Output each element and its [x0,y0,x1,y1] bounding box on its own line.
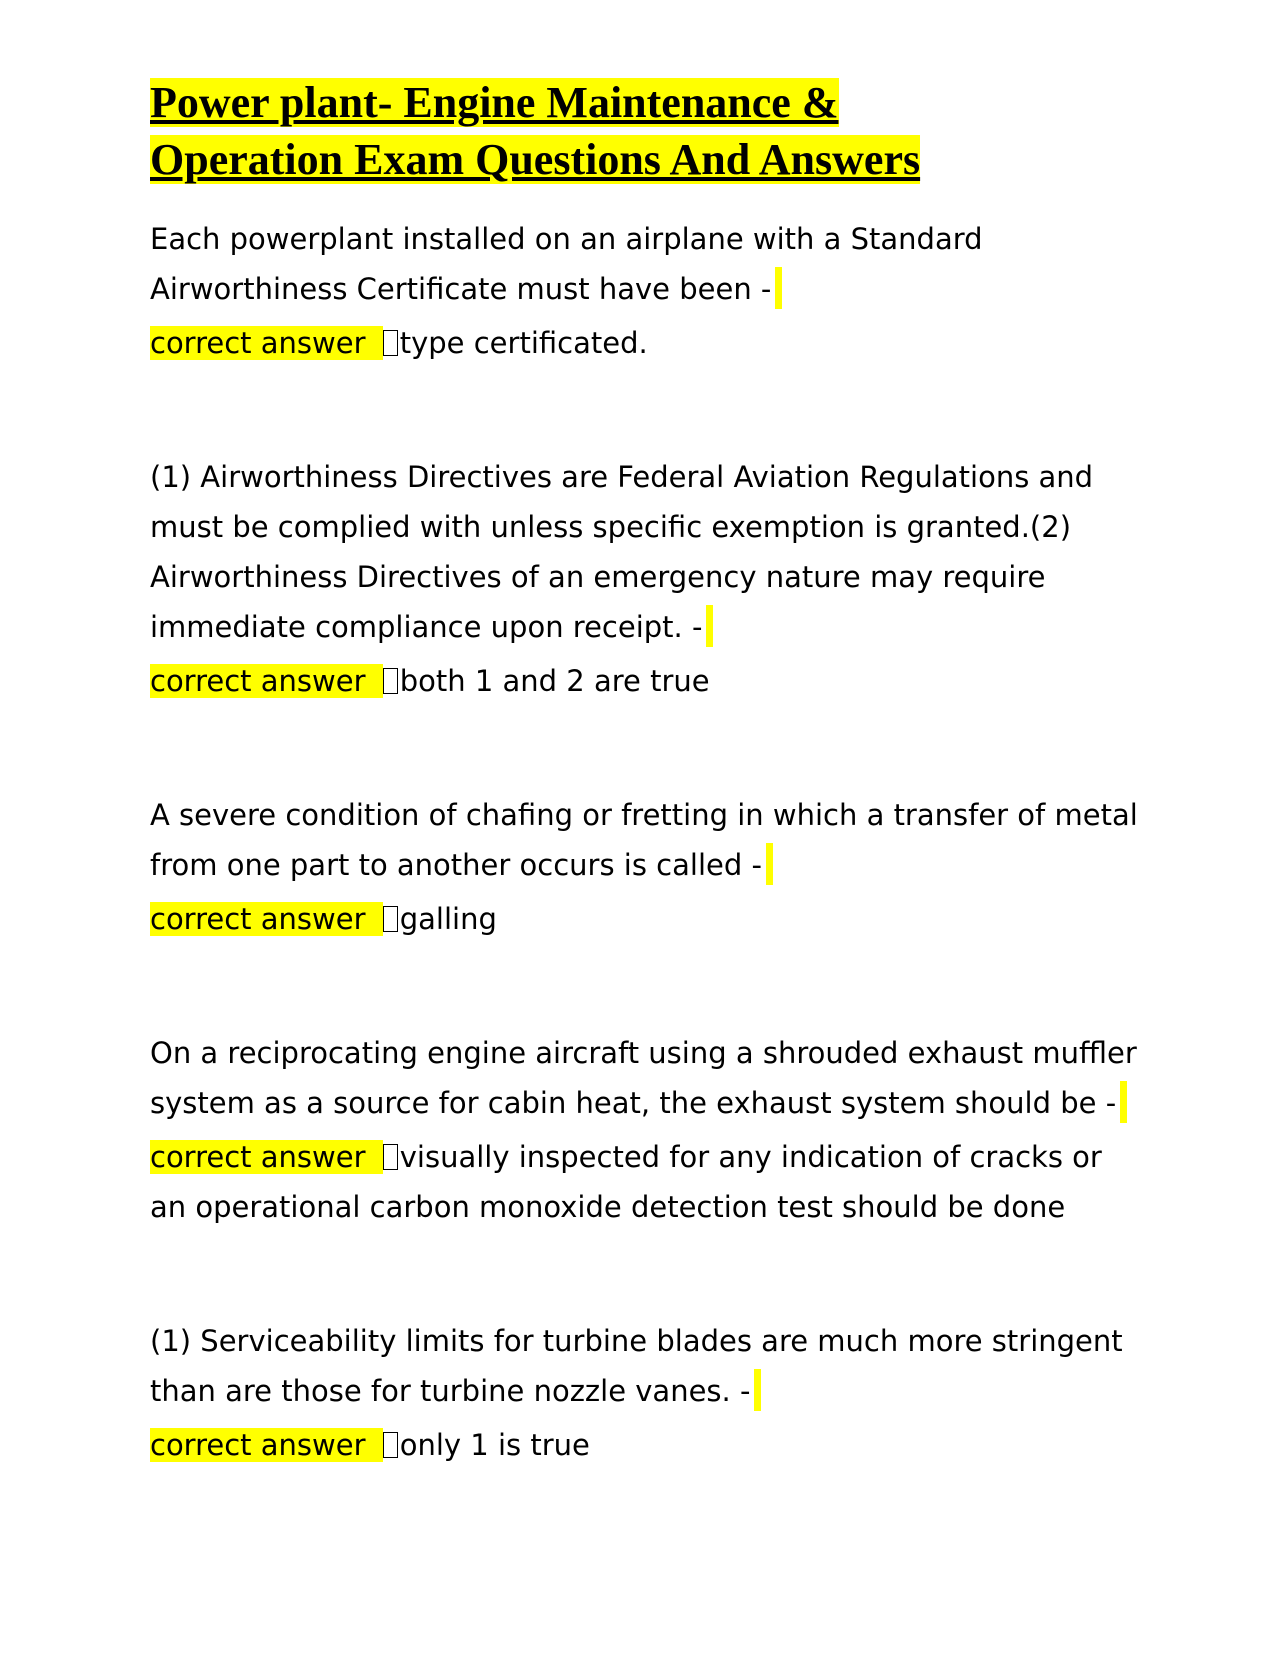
answer-line [150,1420,1140,1470]
answer-line [150,656,1140,706]
qa-item [150,214,1140,368]
qa-item [150,1316,1140,1470]
highlight-marker [706,605,713,647]
highlight-marker [1120,1081,1127,1123]
placeholder-box-icon [383,906,398,932]
highlight-marker [766,843,773,885]
qa-item [150,452,1140,706]
placeholder-box-icon [383,330,398,356]
answer-text: type certificated. [399,326,648,360]
answer-text: galling [399,902,497,936]
answer-label: correct answer [150,902,383,936]
qa-item [150,790,1140,944]
answer-line [150,1132,1140,1232]
title-line-2: Operation Exam Questions And Answers [150,135,921,184]
highlight-marker [754,1369,761,1411]
title-line-1: Power plant- Engine Maintenance & [150,78,839,127]
question-text: (1) Airworthiness Directives are Federal Aviation Regulations and must be complied with unless specific exemption is granted.(2) Airworthiness Directives of an emergency nature may require immediate compliance upon receipt. - [150,452,1140,652]
answer-label: correct answer [150,664,383,698]
placeholder-box-icon [383,1144,398,1170]
document-page [150,74,1140,1470]
question-text: Each powerplant installed on an airplane with a Standard Airworthiness Certificate must have been - [150,214,1140,314]
answer-label: correct answer [150,1140,383,1174]
question-text: A severe condition of chafing or fretting in which a transfer of metal from one part to another occurs is called - [150,790,1140,890]
answer-line [150,894,1140,944]
answer-text: visually inspected for any indication of cracks or an operational carbon monoxide detection test should be done [150,1140,1102,1224]
highlight-marker [775,267,782,309]
qa-item [150,1028,1140,1232]
question-text: (1) Serviceability limits for turbine blades are much more stringent than are those for turbine nozzle vanes. - [150,1316,1140,1416]
answer-line [150,318,1140,368]
placeholder-box-icon [383,668,398,694]
document-title [150,74,1140,188]
answer-label: correct answer [150,326,383,360]
answer-text: only 1 is true [399,1428,590,1462]
question-text: On a reciprocating engine aircraft using a shrouded exhaust muffler system as a source for cabin heat, the exhaust system should be - [150,1028,1140,1128]
placeholder-box-icon [383,1432,398,1458]
answer-label: correct answer [150,1428,383,1462]
answer-text: both 1 and 2 are true [399,664,710,698]
